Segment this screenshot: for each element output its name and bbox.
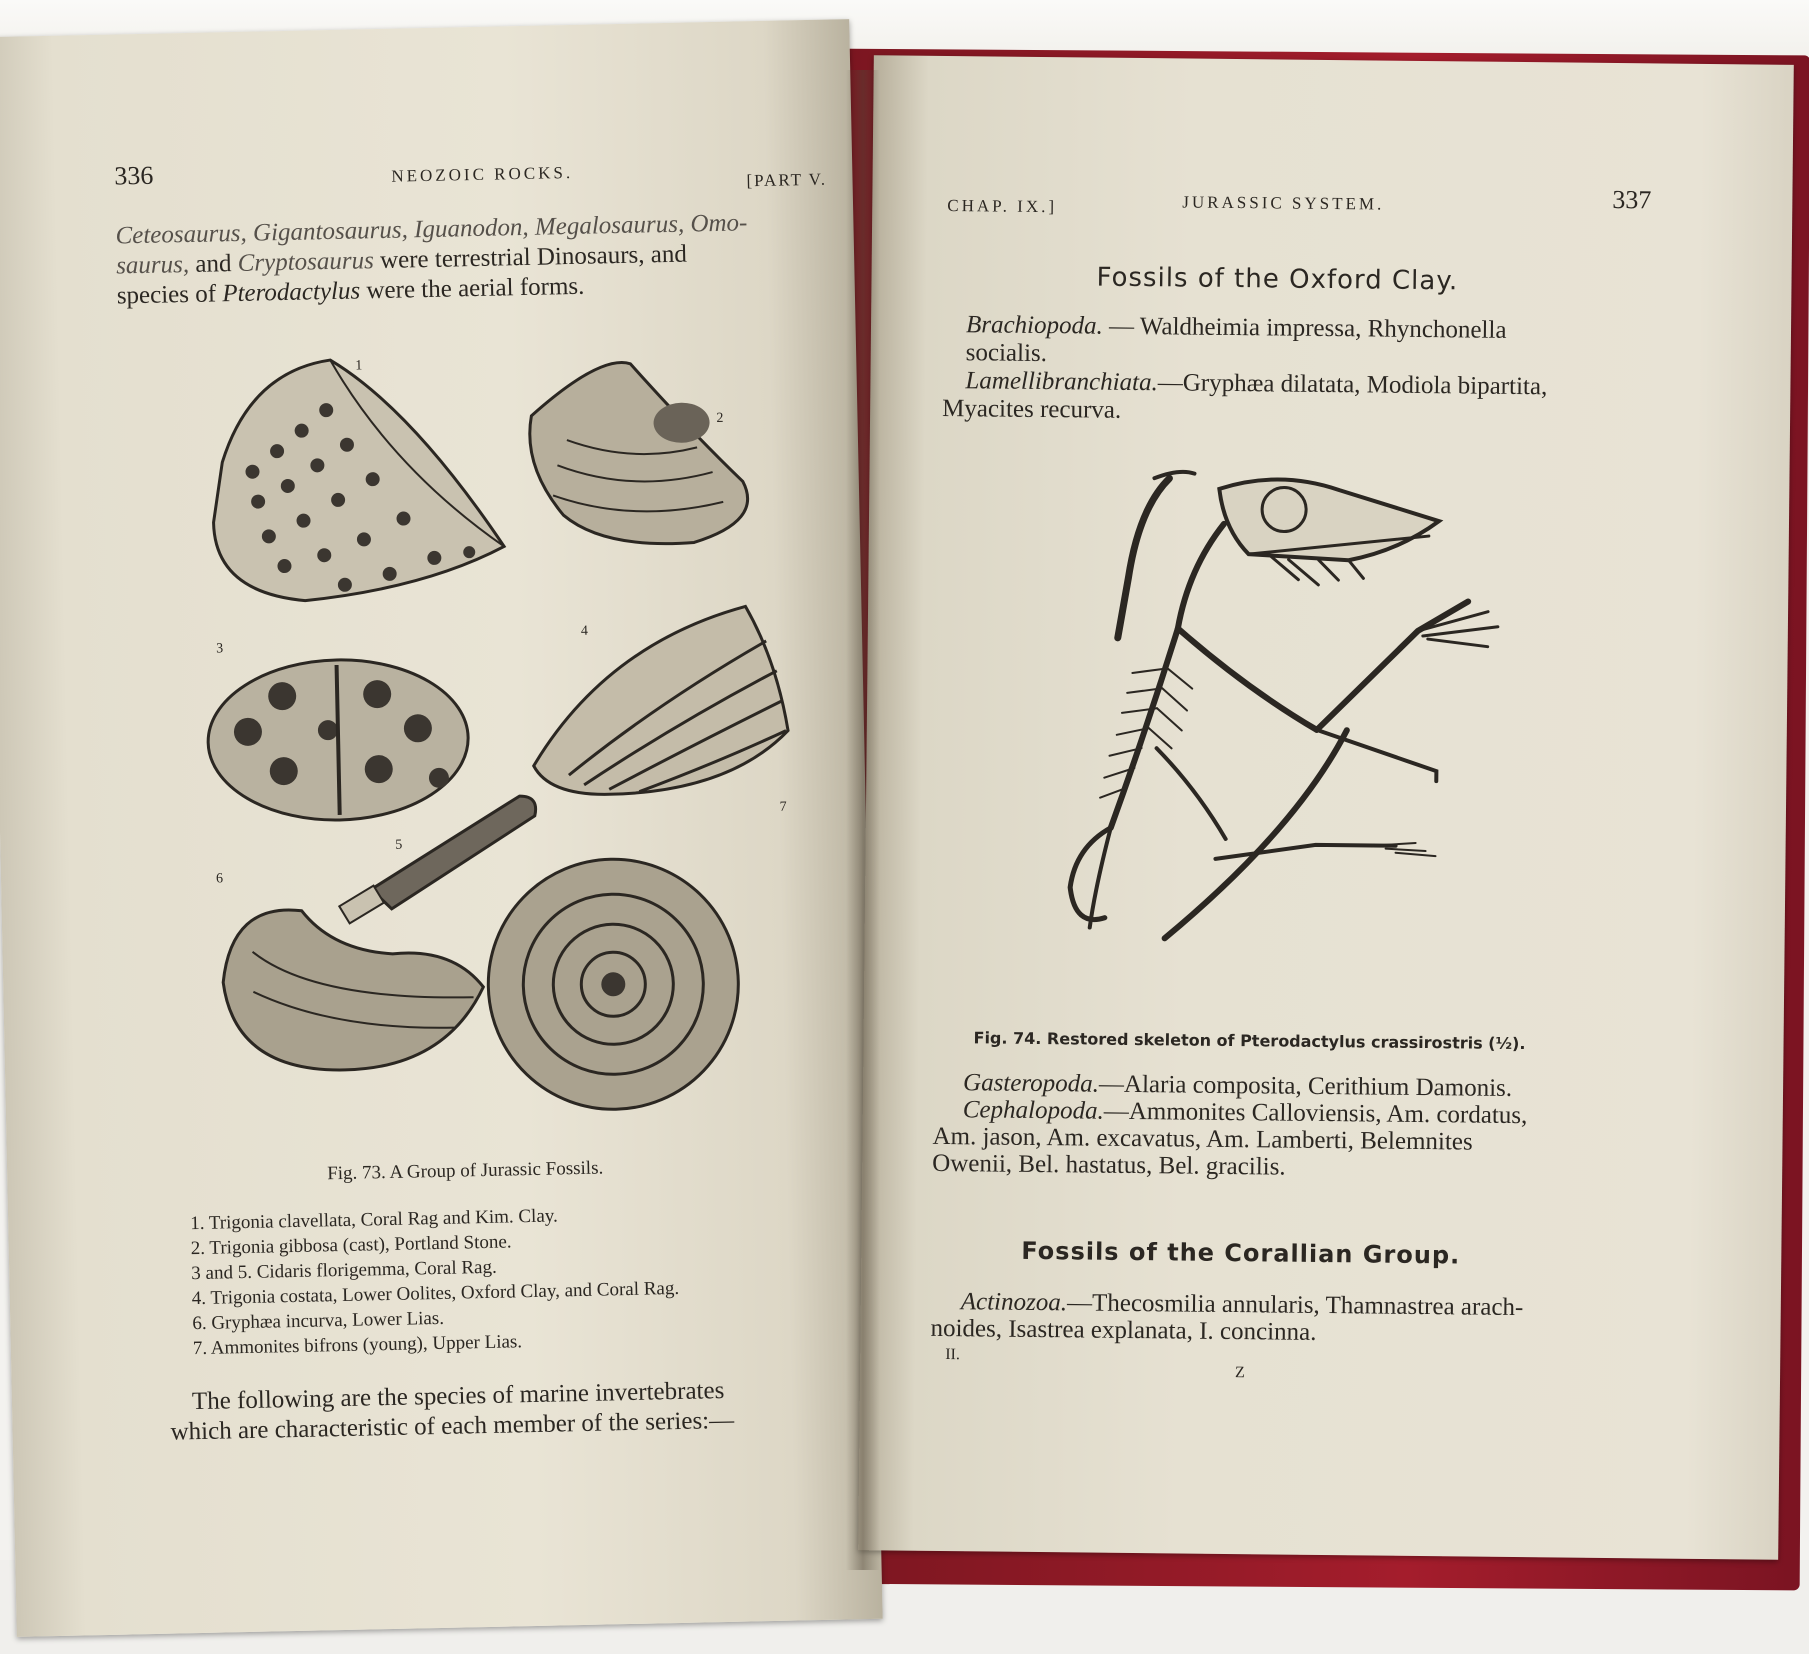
- brachiopoda-line: Brachiopoda. — Waldheimia impressa, Rhynchonella: [965, 311, 1507, 344]
- fossil-7-ammonites-bifrons: [486, 857, 741, 1112]
- section-heading-oxford-clay: Fossils of the Oxford Clay.: [1096, 262, 1459, 297]
- fossil-group-illustration: [180, 340, 836, 1133]
- actinozoa-line: Actinozoa.—Thecosmilia annularis, Thamnastrea arach-: [960, 1288, 1524, 1322]
- lamellibranchiata-line: Lamellibranchiata.—Gryphæa dilatata, Modiola bipartita,: [965, 367, 1548, 401]
- fig-label-7: 7: [779, 799, 787, 815]
- figure-caption: Fig. 73. A Group of Jurassic Fossils.: [326, 1157, 604, 1185]
- cephalopoda-line: Cephalopoda.—Ammonites Calloviensis, Am. cordatus,: [962, 1096, 1528, 1130]
- fig-label-6: 6: [215, 871, 224, 887]
- fossil-1-trigonia-clavellata: [210, 356, 505, 602]
- closing-line-2: which are characteristic of each member of the series:—: [170, 1406, 735, 1446]
- gasteropoda-line: Gasteropoda.—Alaria composita, Cerithium Damonis.: [962, 1069, 1513, 1102]
- fig-label-2: 2: [716, 410, 724, 426]
- fig-label-1: 1: [355, 358, 363, 374]
- figure-list-item: 7. Ammonites bifrons (young), Upper Lias.: [192, 1331, 523, 1360]
- fossil-4-trigonia-costata: [530, 606, 789, 796]
- figure-list-item: 6. Gryphæa incurva, Lower Lias.: [192, 1307, 445, 1335]
- running-head: JURASSIC SYSTEM.: [1182, 192, 1385, 214]
- intro-line-1: Ceteosaurus, Gigantosaurus, Iguanodon, Megalosaurus, Omo-: [115, 209, 748, 250]
- figure-list-item: 2. Trigonia gibbosa (cast), Portland Stone.: [190, 1231, 512, 1260]
- cephalopoda-line-3: Owenii, Bel. hastatus, Bel. gracilis.: [932, 1149, 1286, 1181]
- part-marker: [PART V.: [746, 169, 828, 191]
- cephalopoda-line-2: Am. jason, Am. excavatus, Am. Lamberti, Belemnites: [932, 1122, 1473, 1156]
- brachiopoda-line-2: socialis.: [965, 339, 1048, 368]
- fossil-6-gryphaea-incurva: [222, 906, 485, 1073]
- book-gutter: [846, 70, 880, 1570]
- pterodactylus-skeleton-illustration: [1014, 447, 1599, 973]
- fig-label-4: 4: [580, 623, 589, 639]
- page-number: 336: [113, 160, 154, 191]
- signature-mark: Z: [1234, 1364, 1245, 1382]
- right-page: [858, 55, 1794, 1560]
- fig-label-5: 5: [395, 837, 403, 853]
- chapter-marker: CHAP. IX.]: [947, 196, 1058, 217]
- fossil-3-cidaris-florigemma: [206, 657, 469, 822]
- page-number: 337: [1612, 184, 1652, 215]
- intro-line-2: saurus, and Cryptosaurus were terrestrial Dinosaurs, and: [115, 240, 688, 280]
- lamellibranchiata-line-2: Myacites recurva.: [942, 394, 1122, 424]
- figure-caption: Fig. 74. Restored skeleton of Pterodactylus crassirostris (½).: [973, 1028, 1526, 1054]
- running-head: NEOZOIC ROCKS.: [391, 162, 574, 186]
- closing-line-1: The following are the species of marine invertebrates: [191, 1377, 725, 1416]
- fig-label-3: 3: [216, 641, 224, 657]
- figure-list-item: 3 and 5. Cidaris florigemma, Coral Rag.: [191, 1256, 497, 1285]
- section-heading-corallian-group: Fossils of the Corallian Group.: [1021, 1236, 1461, 1270]
- fossil-2-trigonia-gibbosa: [528, 360, 748, 547]
- intro-line-3: species of Pterodactylus were the aerial forms.: [116, 272, 585, 310]
- actinozoa-line-2: noides, Isastrea explanata, I. concinna.: [930, 1314, 1317, 1346]
- figure-list-item: 4. Trigonia costata, Lower Oolites, Oxford Clay, and Coral Rag.: [191, 1277, 680, 1310]
- left-page: [0, 19, 883, 1637]
- signature-left: II.: [945, 1346, 960, 1364]
- figure-list-item: 1. Trigonia clavellata, Coral Rag and Kim. Clay.: [190, 1205, 558, 1235]
